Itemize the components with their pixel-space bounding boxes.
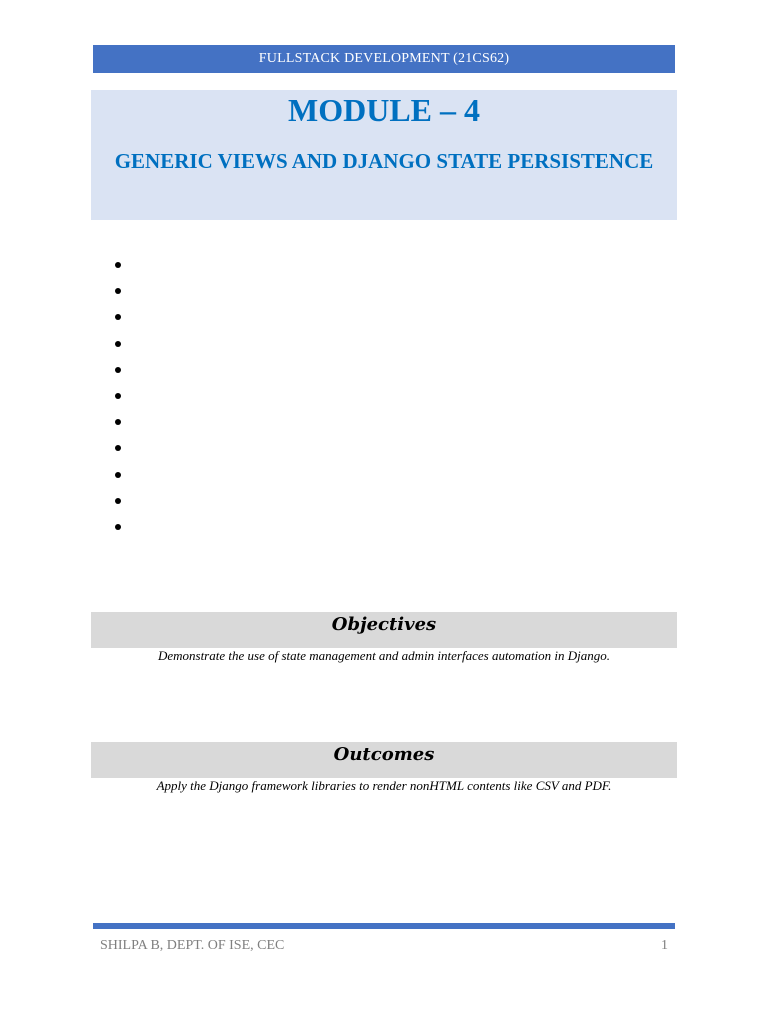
course-header-bar <box>93 45 675 73</box>
footer-author: SHILPA B, DEPT. OF ISE, CEC <box>100 938 285 953</box>
page-number: 1 <box>661 938 668 953</box>
outcomes-heading-label: Outcomes <box>333 744 435 765</box>
module-title-block <box>91 90 677 220</box>
module-number: MODULE – 4 <box>288 92 480 128</box>
outcomes-heading <box>91 742 677 778</box>
bullet-icon <box>115 393 121 399</box>
bullet-icon <box>115 367 121 373</box>
bullet-icon <box>115 498 121 504</box>
bullet-icon <box>115 419 121 425</box>
outcomes-text: Apply the Django framework libraries to render nonHTML contents like CSV and PDF. <box>156 778 612 793</box>
bullet-icon <box>115 445 121 451</box>
bullet-icon <box>115 314 121 320</box>
bullet-icon <box>115 288 121 294</box>
bullet-icon <box>115 524 121 530</box>
module-subtitle: GENERIC VIEWS AND DJANGO STATE PERSISTENCE <box>114 149 654 173</box>
objectives-heading-label: Objectives <box>331 614 437 635</box>
bullet-icon <box>115 262 121 268</box>
course-title: FULLSTACK DEVELOPMENT (21CS62) <box>258 51 510 66</box>
bullet-icon <box>115 341 121 347</box>
bullet-icon <box>115 472 121 478</box>
objectives-heading <box>91 612 677 648</box>
objectives-text: Demonstrate the use of state management and admin interfaces automation in Django. <box>157 648 611 663</box>
footer-divider <box>93 923 675 929</box>
